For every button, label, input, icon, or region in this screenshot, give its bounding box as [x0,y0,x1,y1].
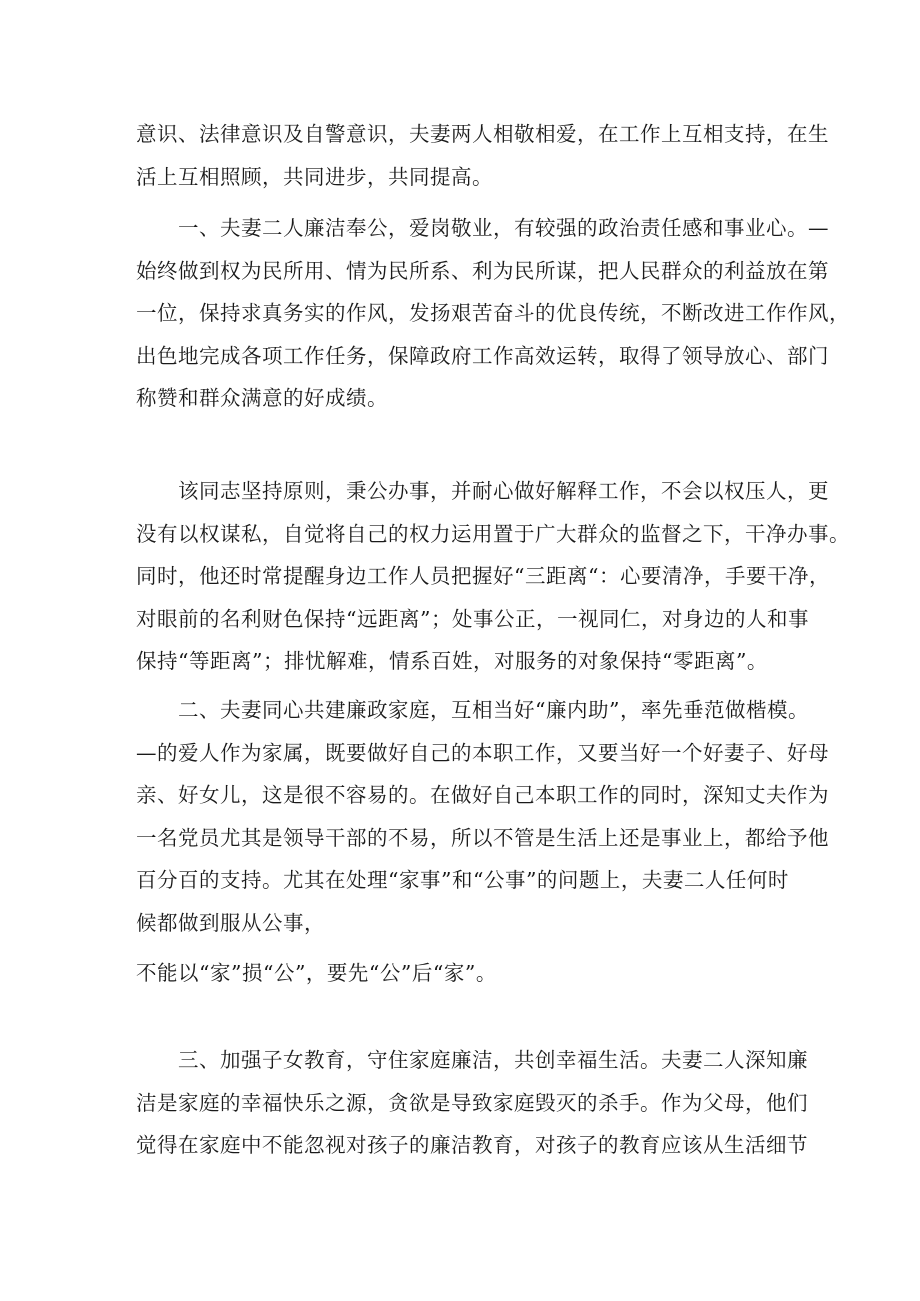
text-line: 一、夫妻二人廉洁奉公，爱岗敬业，有较强的政治责任感和事业心。— [136,216,829,240]
text-line: 一名党员尤其是领导干部的不易，所以不管是生活上还是事业上，都给予他 [136,825,829,850]
text-line: 二、夫妻同心共建廉政家庭，互相当好“廉内助”，率先垂范做楷模。 [136,698,809,722]
text-line: 没有以权谋私，自觉将自己的权力运用置于广大群众的监督之下，干净办事。 [136,521,850,546]
paragraph-three [136,689,829,944]
text-line: 三、加强子女教育，守住家庭廉洁，共创幸福生活。夫妻二人深知廉 [136,1048,808,1072]
text-line: 候都做到服从公事， [136,910,325,935]
text-line: 出色地完成各项工作任务，保障政府工作高效运转，取得了领导放心、部门 [136,343,829,368]
body-text [136,113,829,198]
paragraph-one [136,207,850,420]
text-line: 始终做到权为民所用、情为民所系、利为民所谋，把人民群众的利益放在第 [136,258,829,283]
paragraph-four [136,1039,808,1167]
text-line: 觉得在家庭中不能忽视对孩子的廉洁教育，对孩子的教育应该从生活细节 [136,1133,808,1157]
text-line: 洁是家庭的幸福快乐之源，贪欲是导致家庭毁灭的杀手。作为父母，他们 [136,1090,808,1115]
text-line: 保持“等距离”；排忧解难，情系百姓，对服务的对象保持“零距离”。 [136,649,768,673]
text-line: 同时，他还时常提醒身边工作人员把握好“三距离“：心要清净，手要干净， [136,564,830,588]
paragraph-two [136,470,850,683]
text-line: 意识、法律意识及自警意识，夫妻两人相敬相爱，在工作上互相支持，在生 [136,122,829,146]
text-line: 对眼前的名利财色保持“远距离”；处事公正，一视同仁，对身边的人和事 [136,606,809,631]
text-line: 百分百的支持。尤其在处理“家事”和“公事”的问题上，夫妻二人任何时 [136,868,789,892]
text-line: 活上互相照顾，共同进步，共同提高。 [136,164,493,189]
text-line: —的爱人作为家属，既要做好自己的本职工作，又要当好一个好妻子、好母 [136,740,829,765]
text-line: 称赞和群众满意的好成绩。 [136,386,388,410]
text-line: 一位，保持求真务实的作风，发扬艰苦奋斗的优良传统，不断改进工作作风， [136,301,850,325]
text-line: 亲、好女儿，这是很不容易的。在做好自己本职工作的同时，深知丈夫作为 [136,783,829,807]
text-line: 不能以“家”损“公”，要先“公”后“家”。 [136,961,497,985]
text-line: 该同志坚持原则，秉公办事，并耐心做好解释工作，不会以权压人，更 [136,479,829,503]
paragraph-three-continued [136,952,796,995]
